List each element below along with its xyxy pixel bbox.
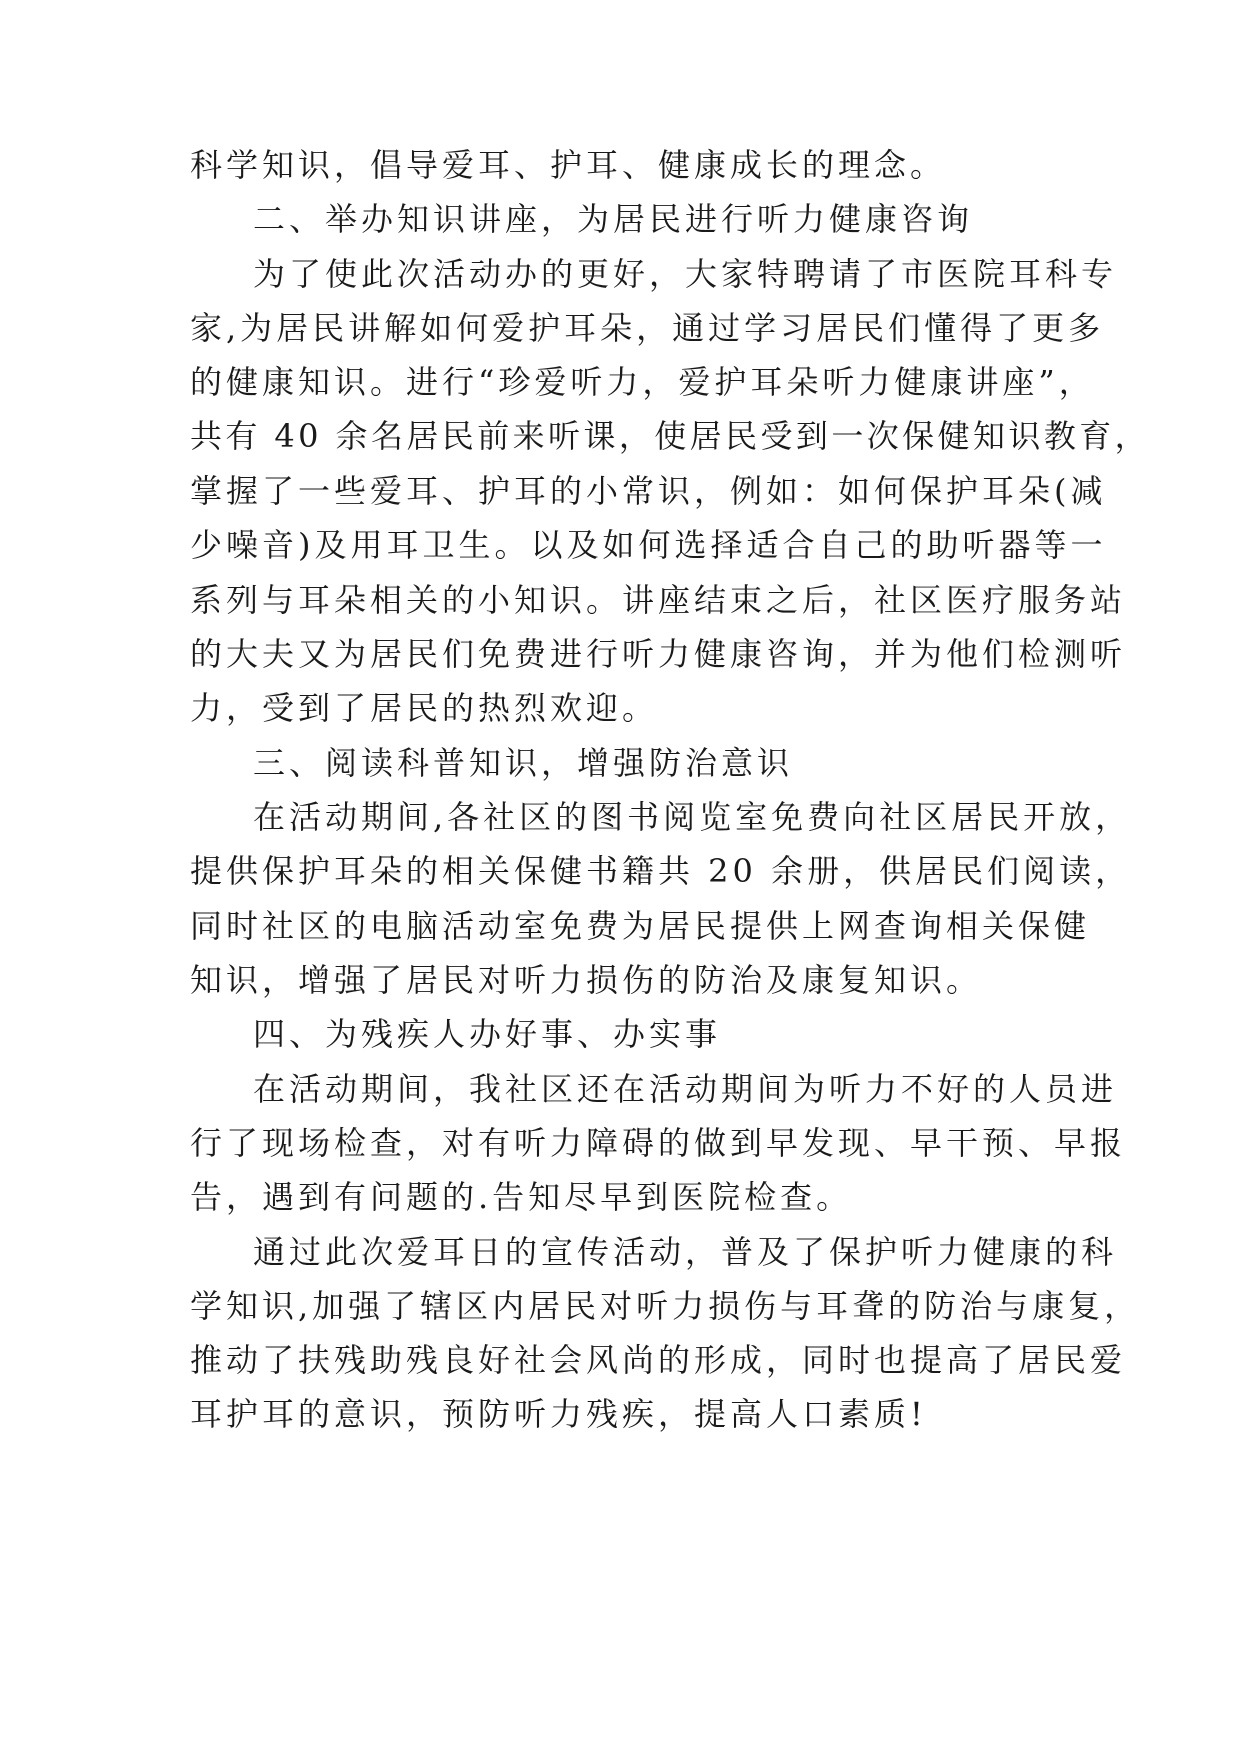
text-line: 的健康知识。进行“珍爱听力，爱护耳朵听力健康讲座”，: [190, 363, 1095, 401]
text-line: 提供保护耳朵的相关保健书籍共 20 余册，供居民们阅读，: [190, 852, 1132, 890]
section-heading: 二、举办知识讲座，为居民进行听力健康咨询: [253, 200, 974, 238]
text-line: 共有 40 余名居民前来听课，使居民受到一次保健知识教育，: [190, 417, 1151, 455]
text-line: 知识，增强了居民对听力损伤的防治及康复知识。: [190, 961, 983, 999]
text-line: 系列与耳朵相关的小知识。讲座结束之后，社区医疗服务站: [190, 581, 1127, 619]
text-line: 的大夫又为居民们免费进行听力健康咨询，并为他们检测听: [190, 635, 1127, 673]
text-line: 科学知识，倡导爱耳、护耳、健康成长的理念。: [190, 146, 947, 184]
text-line: 少噪音)及用耳卫生。以及如何选择适合自己的助听器等一: [190, 526, 1107, 564]
text-line: 同时社区的电脑活动室免费为居民提供上网查询相关保健: [190, 907, 1091, 945]
text-line: 学知识,加强了辖区内居民对听力损伤与耳聋的防治与康复，: [190, 1287, 1141, 1325]
text-line: 力，受到了居民的热烈欢迎。: [190, 689, 659, 727]
text-line: 耳护耳的意识，预防听力残疾，提高人口素质!: [190, 1395, 927, 1433]
text-line: 掌握了一些爱耳、护耳的小常识，例如：如何保护耳朵(减: [190, 472, 1107, 510]
section-heading: 三、阅读科普知识，增强防治意识: [253, 744, 794, 782]
text-line: 在活动期间,各社区的图书阅览室免费向社区居民开放，: [253, 798, 1132, 836]
text-line: 告，遇到有问题的.告知尽早到医院检查。: [190, 1178, 853, 1216]
text-line: 推动了扶残助残良好社会风尚的形成，同时也提高了居民爱: [190, 1341, 1127, 1379]
text-line: 通过此次爱耳日的宣传活动，普及了保护听力健康的科: [253, 1233, 1118, 1271]
text-line: 在活动期间，我社区还在活动期间为听力不好的人员进: [253, 1070, 1118, 1108]
section-heading: 四、为残疾人办好事、办实事: [253, 1015, 722, 1053]
text-line: 家,为居民讲解如何爱护耳朵，通过学习居民们懂得了更多: [190, 309, 1105, 347]
text-line: 为了使此次活动办的更好，大家特聘请了市医院耳科专: [253, 255, 1118, 293]
text-line: 行了现场检查，对有听力障碍的做到早发现、早干预、早报: [190, 1124, 1127, 1162]
